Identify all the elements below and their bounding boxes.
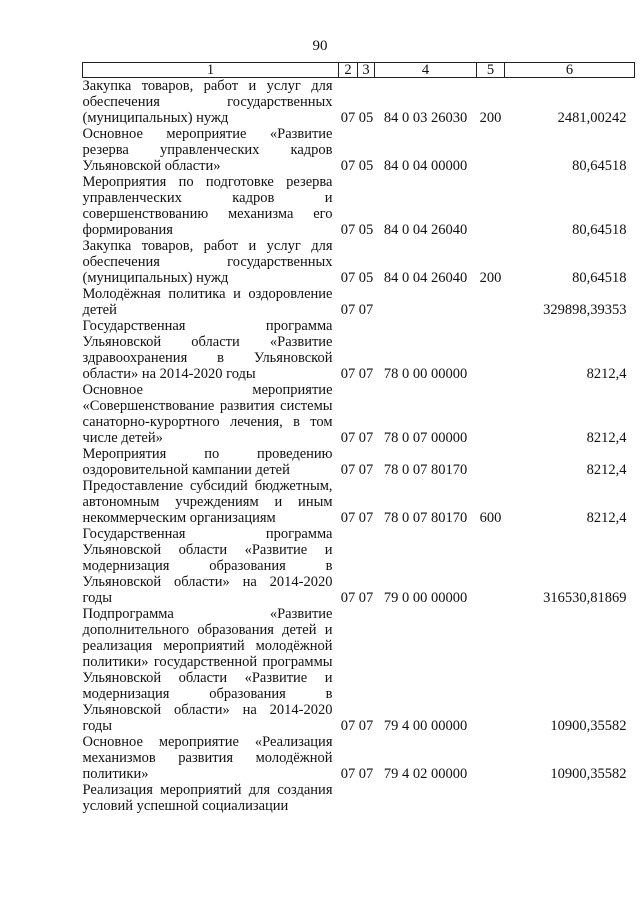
- row-name: Основное мероприятие «Развитие резерва управленческих кадров Ульяновской области»: [82, 126, 333, 174]
- row-target-article: 78 0 07 80170: [383, 510, 468, 526]
- row-section: 07: [340, 366, 356, 382]
- row-expense-type: [477, 126, 505, 174]
- table-row: [83, 126, 635, 174]
- row-section: [339, 782, 358, 814]
- row-amount: 8212,4: [586, 510, 627, 526]
- row-name: Закупка товаров, работ и услуг для обеспечения государственных (муниципальных) нужд: [82, 78, 333, 126]
- table-row: [83, 382, 635, 446]
- row-expense-type: [477, 174, 505, 238]
- row-name: Государственная программа Ульяновской области «Развитие здравоохранения в Ульяновской области» на 2014-2020 годы: [82, 318, 333, 382]
- row-section: 07: [340, 510, 356, 526]
- table-row: [83, 318, 635, 382]
- column-header-section: 2: [339, 63, 358, 78]
- row-amount: 80,64518: [572, 270, 627, 286]
- row-amount: 329898,39353: [543, 302, 627, 318]
- row-section: 07: [340, 462, 356, 478]
- row-subsection: 05: [358, 110, 374, 126]
- row-section: 07: [340, 158, 356, 174]
- column-header-subsection: 3: [358, 63, 375, 78]
- row-amount: 2481,00242: [557, 110, 627, 126]
- table-row: [83, 286, 635, 318]
- row-amount: 8212,4: [586, 430, 627, 446]
- row-section: 07: [340, 270, 356, 286]
- row-section: 07: [340, 110, 356, 126]
- row-expense-type: [477, 286, 505, 318]
- row-target-article: [375, 782, 477, 814]
- row-section: 07: [340, 302, 356, 318]
- row-section: 07: [340, 222, 356, 238]
- row-expense-type: [477, 446, 505, 478]
- row-amount: [505, 782, 635, 814]
- table-body: [83, 78, 635, 815]
- table-row: [83, 238, 635, 286]
- column-header-target-article: 4: [375, 63, 477, 78]
- row-subsection: 07: [358, 766, 374, 782]
- row-subsection: 07: [358, 718, 374, 734]
- row-expense-type: [477, 526, 505, 606]
- table-row: [83, 446, 635, 478]
- table-row: [83, 526, 635, 606]
- table-row: [83, 478, 635, 526]
- table-row: [83, 734, 635, 782]
- row-amount: 8212,4: [586, 462, 627, 478]
- row-name: Государственная программа Ульяновской области «Развитие и модернизация образования в Ульяновской области» на 2014-2020 годы: [82, 526, 333, 606]
- column-header-expense-type: 5: [477, 63, 505, 78]
- row-expense-type: [477, 782, 505, 814]
- row-name: Закупка товаров, работ и услуг для обеспечения государственных (муниципальных) нужд: [82, 238, 333, 286]
- row-subsection: 07: [358, 430, 374, 446]
- column-header-name: 1: [83, 63, 339, 78]
- row-section: 07: [340, 430, 356, 446]
- row-expense-type: [477, 318, 505, 382]
- row-name: Реализация мероприятий для создания условий успешной социализации: [82, 782, 333, 814]
- row-amount: 8212,4: [586, 366, 627, 382]
- row-subsection: 05: [358, 222, 374, 238]
- row-expense-type: 200: [479, 270, 502, 286]
- row-amount: 316530,81869: [543, 590, 627, 606]
- table-row: [83, 606, 635, 734]
- row-target-article: 79 4 00 00000: [383, 718, 468, 734]
- row-expense-type: 200: [479, 110, 502, 126]
- row-section: 07: [340, 766, 356, 782]
- row-expense-type: [477, 382, 505, 446]
- row-name: Мероприятия по подготовке резерва управленческих кадров и совершенствованию механизма его формирования: [82, 174, 333, 238]
- row-name: Молодёжная политика и оздоровление детей: [82, 286, 333, 318]
- row-expense-type: 600: [479, 510, 502, 526]
- column-header-amount: 6: [505, 63, 635, 78]
- row-name: Основное мероприятие «Реализация механизмов развития молодёжной политики»: [82, 734, 333, 782]
- table-header-row: [83, 63, 635, 78]
- row-amount: 10900,35582: [550, 718, 627, 734]
- row-name: Подпрограмма «Развитие дополнительного образования детей и реализация мероприятий молодёжной политики» государственной программы Ульяновской области «Развитие и модернизация образования в Ульяновской области» на 2014-2020 годы: [82, 606, 333, 734]
- row-expense-type: [477, 606, 505, 734]
- row-amount: 80,64518: [572, 158, 627, 174]
- table-row: [83, 174, 635, 238]
- row-subsection: 07: [358, 366, 374, 382]
- budget-table: [82, 62, 635, 814]
- row-subsection: 07: [358, 302, 374, 318]
- page-number: 90: [312, 38, 328, 54]
- row-target-article: 84 0 04 26040: [383, 222, 468, 238]
- row-subsection: [358, 782, 375, 814]
- row-amount: 10900,35582: [550, 766, 627, 782]
- row-target-article: 84 0 04 00000: [383, 158, 468, 174]
- table-row: [83, 78, 635, 127]
- row-subsection: 05: [358, 158, 374, 174]
- row-subsection: 05: [358, 270, 374, 286]
- row-name: Предоставление субсидий бюджетным, автономным учреждениям и иным некоммерческим организациям: [82, 478, 333, 526]
- row-expense-type: [477, 734, 505, 782]
- row-name: Основное мероприятие «Совершенствование развития системы санаторно-курортного лечения, в том числе детей»: [82, 382, 333, 446]
- row-section: 07: [340, 718, 356, 734]
- row-target-article: 78 0 00 00000: [383, 366, 468, 382]
- row-target-article: 78 0 07 00000: [383, 430, 468, 446]
- row-target-article: [375, 286, 477, 318]
- row-target-article: 78 0 07 80170: [383, 462, 468, 478]
- row-name: Мероприятия по проведению оздоровительной кампании детей: [82, 446, 333, 478]
- row-target-article: 84 0 04 26040: [383, 270, 468, 286]
- row-section: 07: [340, 590, 356, 606]
- row-target-article: 79 4 02 00000: [383, 766, 468, 782]
- row-target-article: 84 0 03 26030: [383, 110, 468, 126]
- row-amount: 80,64518: [572, 222, 627, 238]
- row-subsection: 07: [358, 590, 374, 606]
- row-target-article: 79 0 00 00000: [383, 590, 468, 606]
- table-row: [83, 782, 635, 814]
- row-subsection: 07: [358, 510, 374, 526]
- row-subsection: 07: [358, 462, 374, 478]
